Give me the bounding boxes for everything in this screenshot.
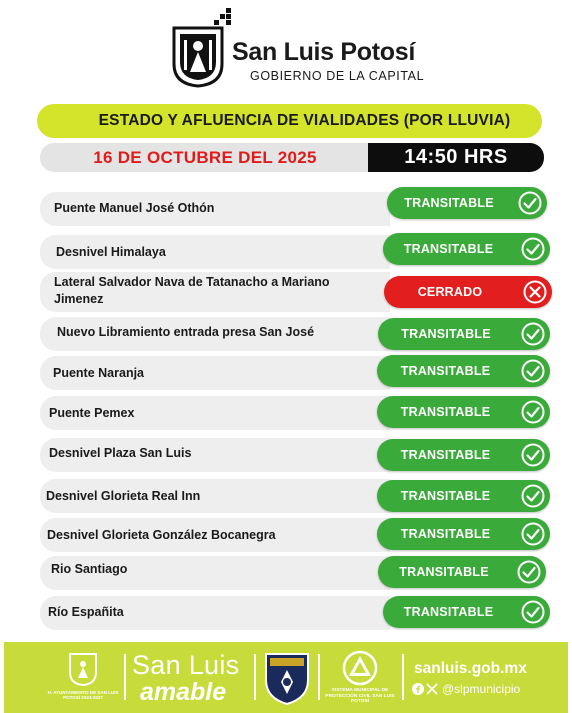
road-status xyxy=(383,596,550,628)
road-status-label: TRANSITABLE xyxy=(400,405,491,419)
proteccion-civil-text: SISTEMA MUNICIPAL DE PROTECCIÓN CIVIL SAN LUIS POTOSÍ xyxy=(325,688,395,704)
report-time: 14:50 HRS xyxy=(404,146,508,168)
road-name: Desnivel Glorieta González Bocanegra xyxy=(47,528,276,542)
road-status-label: TRANSITABLE xyxy=(400,527,491,541)
ayuntamiento-crest-icon xyxy=(68,652,98,686)
page-title: ESTADO Y AFLUENCIA DE VIALIDADES (POR LLUVIA) xyxy=(98,112,511,129)
road-name: Desnivel Plaza San Luis xyxy=(49,446,192,460)
road-status xyxy=(377,396,550,428)
road-status xyxy=(377,518,550,550)
check-circle-icon xyxy=(517,190,543,216)
brand-subtitle: GOBIERNO DE LA CAPITAL xyxy=(250,69,425,83)
social-handle[interactable]: @slpmunicipio xyxy=(442,682,521,696)
footer-divider xyxy=(402,654,404,700)
check-circle-icon xyxy=(520,236,546,262)
campaign-slogan: amable xyxy=(140,678,227,706)
road-status xyxy=(384,276,552,308)
facebook-icon[interactable] xyxy=(412,683,424,695)
check-circle-icon xyxy=(520,358,546,384)
website-link[interactable]: sanluis.gob.mx xyxy=(414,660,527,677)
road-status xyxy=(383,233,550,265)
check-circle-icon xyxy=(516,559,542,585)
road-name: Nuevo Libramiento entrada presa San José xyxy=(57,325,315,339)
road-status-label: TRANSITABLE xyxy=(399,565,489,579)
road-status-label: TRANSITABLE xyxy=(400,364,491,378)
check-circle-icon xyxy=(520,521,546,547)
city-crest-icon xyxy=(172,26,224,88)
road-status-label: TRANSITABLE xyxy=(404,196,494,210)
road-name: Puente Pemex xyxy=(49,406,135,420)
road-status-label: TRANSITABLE xyxy=(401,327,491,341)
check-circle-icon xyxy=(520,442,546,468)
road-status xyxy=(377,355,550,387)
footer-divider xyxy=(254,654,256,700)
brand-title: San Luis Potosí xyxy=(232,38,416,66)
campaign-title: San Luis xyxy=(132,650,240,680)
road-name: Rio Santiago xyxy=(51,562,128,576)
time-banner xyxy=(368,143,544,172)
check-circle-icon xyxy=(520,599,546,625)
social-links xyxy=(412,682,520,696)
check-circle-icon xyxy=(520,399,546,425)
road-status-label: TRANSITABLE xyxy=(400,448,491,462)
proteccion-civil-icon xyxy=(342,650,378,686)
road-name: Lateral Salvador Nava de Tatanacho a Mariano Jimenez xyxy=(54,275,330,306)
road-status xyxy=(377,480,550,512)
title-banner xyxy=(37,104,542,138)
check-circle-icon xyxy=(520,483,546,509)
road-status xyxy=(387,187,547,219)
date-banner xyxy=(40,143,370,172)
road-status xyxy=(377,439,550,471)
police-badge-icon xyxy=(262,650,312,706)
road-status-label: CERRADO xyxy=(417,285,483,299)
ayuntamiento-text: H. AYUNTAMIENTO DE SAN LUIS POTOSÍ 2024-2027 xyxy=(47,690,119,700)
brand-logo xyxy=(168,8,425,90)
road-status-label: TRANSITABLE xyxy=(400,489,491,503)
road-status xyxy=(378,556,546,588)
x-circle-icon xyxy=(522,279,548,305)
road-status-label: TRANSITABLE xyxy=(403,242,494,256)
road-name: Desnivel Himalaya xyxy=(56,245,166,259)
report-date: 16 DE OCTUBRE DEL 2025 xyxy=(93,147,317,167)
road-name: Río Españita xyxy=(48,605,124,619)
x-twitter-icon[interactable] xyxy=(426,683,438,695)
footer-bar xyxy=(4,642,568,713)
road-name: Desnivel Glorieta Real Inn xyxy=(46,489,201,503)
footer-divider xyxy=(124,654,126,700)
road-name: Puente Manuel José Othón xyxy=(54,201,215,215)
check-circle-icon xyxy=(520,321,546,347)
road-status xyxy=(378,318,550,350)
road-status-label: TRANSITABLE xyxy=(403,605,494,619)
road-name: Puente Naranja xyxy=(53,366,145,380)
